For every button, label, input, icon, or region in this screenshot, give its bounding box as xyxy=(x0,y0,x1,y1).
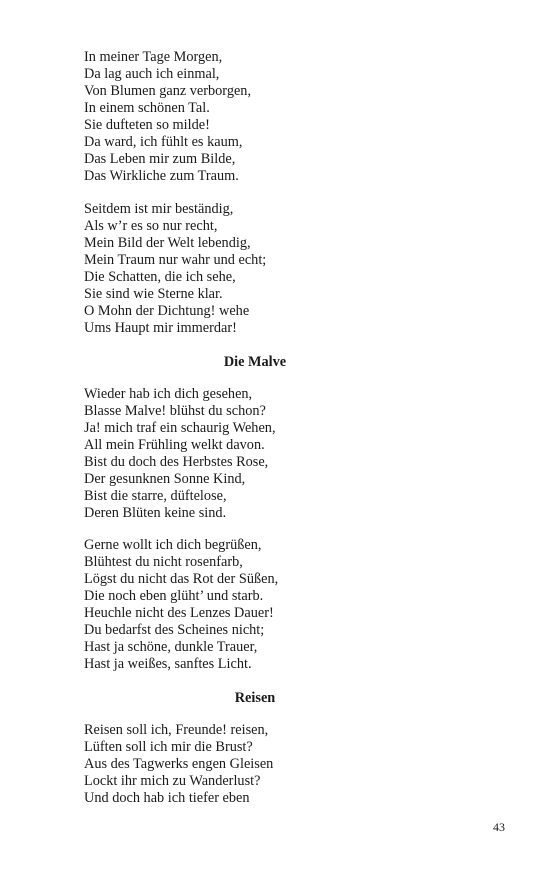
verse-line: Hast ja schöne, dunkle Trauer, xyxy=(84,639,258,655)
verse-line: Sie sind wie Sterne klar. xyxy=(84,285,223,302)
poem-title: Die Malve xyxy=(223,353,287,370)
verse-line: Bist die starre, düftelose, xyxy=(84,487,227,504)
verse-line: Lögst du nicht das Rot der Süßen, xyxy=(84,571,279,587)
verse-line: All mein Frühling welkt davon. xyxy=(84,436,265,453)
verse-line: Ja! mich traf ein schaurig Wehen, xyxy=(84,419,276,436)
stanza xyxy=(84,49,504,185)
verse-line: Und doch hab ich tiefer eben xyxy=(84,790,250,806)
verse-line: Da ward, ich fühlt es kaum, xyxy=(84,134,243,150)
verse-line: Von Blumen ganz verborgen, xyxy=(84,83,252,99)
verse-line: Bist du doch des Herbstes Rose, xyxy=(84,453,269,470)
verse-line: Blasse Malve! blühst du schon? xyxy=(84,402,266,419)
stanza xyxy=(84,201,504,337)
verse-line: Seitdem ist mir beständig, xyxy=(84,200,234,217)
verse-line: Gerne wollt ich dich begrüßen, xyxy=(84,537,262,553)
verse-line: Da lag auch ich einmal, xyxy=(84,66,220,82)
verse-line: Die noch eben glüht’ und starb. xyxy=(84,588,264,604)
verse-line: Hast ja weißes, sanftes Licht. xyxy=(84,656,252,672)
verse-line: Der gesunknen Sonne Kind, xyxy=(84,470,246,487)
verse-line: Sie dufteten so milde! xyxy=(84,117,210,133)
verse-line: Heuchle nicht des Lenzes Dauer! xyxy=(84,605,274,621)
verse-line: Lockt ihr mich zu Wanderlust? xyxy=(84,773,261,789)
verse-line: In meiner Tage Morgen, xyxy=(84,49,223,65)
verse-line: Das Wirkliche zum Traum. xyxy=(84,168,239,184)
verse-line: Als w’r es so nur recht, xyxy=(84,217,218,234)
page-content xyxy=(84,49,504,823)
verse-line: Ums Haupt mir immerdar! xyxy=(84,319,237,336)
verse-line: Mein Traum nur wahr und echt; xyxy=(84,251,267,268)
verse-line: Blühtest du nicht rosenfarb, xyxy=(84,554,243,570)
stanza xyxy=(84,386,504,522)
verse-line: Lüften soll ich mir die Brust? xyxy=(84,739,253,755)
poem-title: Reisen xyxy=(234,690,276,706)
verse-line: Aus des Tagwerks engen Gleisen xyxy=(84,756,274,772)
verse-line: In einem schönen Tal. xyxy=(84,100,210,116)
verse-line: Das Leben mir zum Bilde, xyxy=(84,151,236,167)
verse-line: Mein Bild der Welt lebendig, xyxy=(84,234,251,251)
stanza xyxy=(84,537,504,673)
verse-line: Die Schatten, die ich sehe, xyxy=(84,268,236,285)
page-number: 43 xyxy=(493,820,505,834)
verse-line: O Mohn der Dichtung! wehe xyxy=(84,302,250,319)
verse-line: Wieder hab ich dich gesehen, xyxy=(84,385,253,402)
stanza xyxy=(84,722,504,807)
verse-line: Reisen soll ich, Freunde! reisen, xyxy=(84,722,269,738)
verse-line: Du bedarfst des Scheines nicht; xyxy=(84,622,265,638)
verse-line: Deren Blüten keine sind. xyxy=(84,504,227,521)
